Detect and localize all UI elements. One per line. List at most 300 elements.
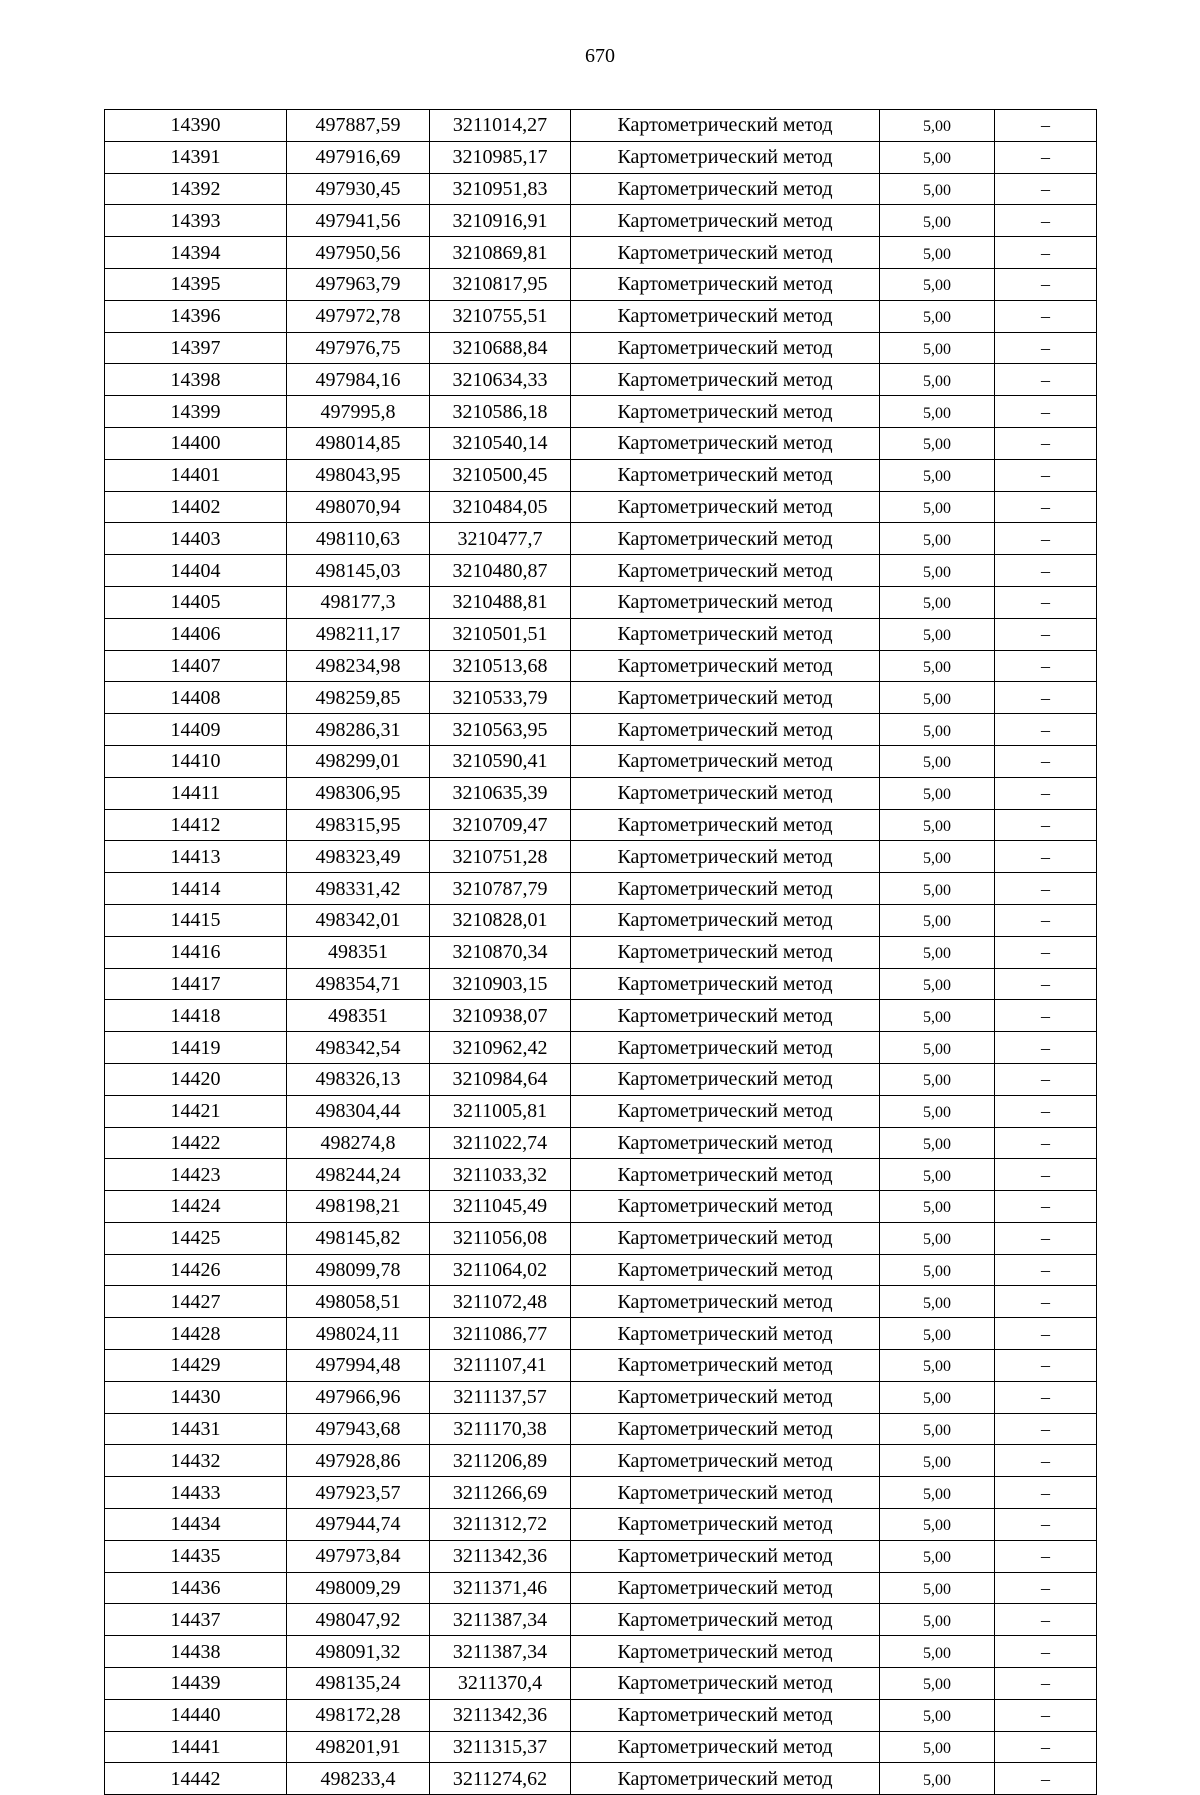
x-coordinate-cell: 498177,3 [287, 586, 430, 618]
method-cell: Картометрический метод [571, 1699, 880, 1731]
point-number-cell: 14435 [105, 1540, 287, 1572]
method-cell: Картометрический метод [571, 1604, 880, 1636]
note-cell: – [995, 1572, 1097, 1604]
point-number-cell: 14414 [105, 873, 287, 905]
y-coordinate-cell: 3210563,95 [430, 714, 571, 746]
y-coordinate-cell: 3211371,46 [430, 1572, 571, 1604]
point-number-cell: 14412 [105, 809, 287, 841]
note-cell: – [995, 777, 1097, 809]
accuracy-cell: 5,00 [880, 300, 995, 332]
x-coordinate-cell: 498043,95 [287, 459, 430, 491]
method-cell: Картометрический метод [571, 1668, 880, 1700]
accuracy-cell: 5,00 [880, 1381, 995, 1413]
point-number-cell: 14427 [105, 1286, 287, 1318]
method-cell: Картометрический метод [571, 777, 880, 809]
point-number-cell: 14395 [105, 268, 287, 300]
y-coordinate-cell: 3210477,7 [430, 523, 571, 555]
accuracy-cell: 5,00 [880, 1763, 995, 1795]
accuracy-cell: 5,00 [880, 1159, 995, 1191]
accuracy-cell: 5,00 [880, 714, 995, 746]
y-coordinate-cell: 3210513,68 [430, 650, 571, 682]
note-cell: – [995, 555, 1097, 587]
note-cell: – [995, 491, 1097, 523]
accuracy-cell: 5,00 [880, 873, 995, 905]
accuracy-cell: 5,00 [880, 1222, 995, 1254]
accuracy-cell: 5,00 [880, 1286, 995, 1318]
method-cell: Картометрический метод [571, 714, 880, 746]
table-row [105, 618, 1097, 650]
note-cell: – [995, 1763, 1097, 1795]
method-cell: Картометрический метод [571, 650, 880, 682]
table-row [105, 873, 1097, 905]
y-coordinate-cell: 3211072,48 [430, 1286, 571, 1318]
method-cell: Картометрический метод [571, 1286, 880, 1318]
point-number-cell: 14391 [105, 141, 287, 173]
y-coordinate-cell: 3210480,87 [430, 555, 571, 587]
method-cell: Картометрический метод [571, 1318, 880, 1350]
note-cell: – [995, 1413, 1097, 1445]
point-number-cell: 14401 [105, 459, 287, 491]
y-coordinate-cell: 3210903,15 [430, 968, 571, 1000]
accuracy-cell: 5,00 [880, 237, 995, 269]
note-cell: – [995, 173, 1097, 205]
note-cell: – [995, 968, 1097, 1000]
method-cell: Картометрический метод [571, 332, 880, 364]
y-coordinate-cell: 3211005,81 [430, 1095, 571, 1127]
point-number-cell: 14390 [105, 110, 287, 142]
accuracy-cell: 5,00 [880, 1540, 995, 1572]
y-coordinate-cell: 3210688,84 [430, 332, 571, 364]
x-coordinate-cell: 498299,01 [287, 745, 430, 777]
accuracy-cell: 5,00 [880, 745, 995, 777]
y-coordinate-cell: 3210916,91 [430, 205, 571, 237]
accuracy-cell: 5,00 [880, 1668, 995, 1700]
y-coordinate-cell: 3210634,33 [430, 364, 571, 396]
x-coordinate-cell: 498099,78 [287, 1254, 430, 1286]
method-cell: Картометрический метод [571, 1572, 880, 1604]
x-coordinate-cell: 497943,68 [287, 1413, 430, 1445]
accuracy-cell: 5,00 [880, 1509, 995, 1541]
point-number-cell: 14438 [105, 1636, 287, 1668]
point-number-cell: 14399 [105, 396, 287, 428]
point-number-cell: 14417 [105, 968, 287, 1000]
x-coordinate-cell: 498304,44 [287, 1095, 430, 1127]
note-cell: – [995, 1000, 1097, 1032]
x-coordinate-cell: 497941,56 [287, 205, 430, 237]
note-cell: – [995, 1604, 1097, 1636]
method-cell: Картометрический метод [571, 110, 880, 142]
table-row [105, 523, 1097, 555]
accuracy-cell: 5,00 [880, 968, 995, 1000]
y-coordinate-cell: 3211206,89 [430, 1445, 571, 1477]
table-row [105, 427, 1097, 459]
table-row [105, 1572, 1097, 1604]
x-coordinate-cell: 498354,71 [287, 968, 430, 1000]
accuracy-cell: 5,00 [880, 1731, 995, 1763]
table-row [105, 1191, 1097, 1223]
y-coordinate-cell: 3210951,83 [430, 173, 571, 205]
accuracy-cell: 5,00 [880, 268, 995, 300]
accuracy-cell: 5,00 [880, 682, 995, 714]
accuracy-cell: 5,00 [880, 1127, 995, 1159]
accuracy-cell: 5,00 [880, 904, 995, 936]
note-cell: – [995, 110, 1097, 142]
point-number-cell: 14415 [105, 904, 287, 936]
accuracy-cell: 5,00 [880, 427, 995, 459]
method-cell: Картометрический метод [571, 459, 880, 491]
accuracy-cell: 5,00 [880, 1254, 995, 1286]
accuracy-cell: 5,00 [880, 1699, 995, 1731]
table-row [105, 1127, 1097, 1159]
method-cell: Картометрический метод [571, 1636, 880, 1668]
x-coordinate-cell: 497994,48 [287, 1350, 430, 1382]
x-coordinate-cell: 497944,74 [287, 1509, 430, 1541]
y-coordinate-cell: 3210533,79 [430, 682, 571, 714]
point-number-cell: 14405 [105, 586, 287, 618]
x-coordinate-cell: 498351 [287, 1000, 430, 1032]
x-coordinate-cell: 498135,24 [287, 1668, 430, 1700]
table-row [105, 1159, 1097, 1191]
coordinates-table-body [105, 110, 1097, 1795]
y-coordinate-cell: 3210828,01 [430, 904, 571, 936]
y-coordinate-cell: 3210938,07 [430, 1000, 571, 1032]
table-row [105, 968, 1097, 1000]
y-coordinate-cell: 3210586,18 [430, 396, 571, 428]
point-number-cell: 14393 [105, 205, 287, 237]
point-number-cell: 14431 [105, 1413, 287, 1445]
point-number-cell: 14406 [105, 618, 287, 650]
method-cell: Картометрический метод [571, 968, 880, 1000]
note-cell: – [995, 332, 1097, 364]
method-cell: Картометрический метод [571, 682, 880, 714]
note-cell: – [995, 1477, 1097, 1509]
y-coordinate-cell: 3210755,51 [430, 300, 571, 332]
method-cell: Картометрический метод [571, 1127, 880, 1159]
method-cell: Картометрический метод [571, 1445, 880, 1477]
y-coordinate-cell: 3210984,64 [430, 1063, 571, 1095]
x-coordinate-cell: 498351 [287, 936, 430, 968]
note-cell: – [995, 141, 1097, 173]
accuracy-cell: 5,00 [880, 523, 995, 555]
table-row [105, 1350, 1097, 1382]
table-row [105, 1731, 1097, 1763]
accuracy-cell: 5,00 [880, 1445, 995, 1477]
x-coordinate-cell: 498145,82 [287, 1222, 430, 1254]
table-row [105, 1477, 1097, 1509]
accuracy-cell: 5,00 [880, 1604, 995, 1636]
y-coordinate-cell: 3211033,32 [430, 1159, 571, 1191]
note-cell: – [995, 1095, 1097, 1127]
method-cell: Картометрический метод [571, 141, 880, 173]
table-row [105, 809, 1097, 841]
accuracy-cell: 5,00 [880, 364, 995, 396]
x-coordinate-cell: 497923,57 [287, 1477, 430, 1509]
point-number-cell: 14404 [105, 555, 287, 587]
method-cell: Картометрический метод [571, 1159, 880, 1191]
table-row [105, 205, 1097, 237]
x-coordinate-cell: 497950,56 [287, 237, 430, 269]
x-coordinate-cell: 498326,13 [287, 1063, 430, 1095]
table-row [105, 1413, 1097, 1445]
x-coordinate-cell: 498201,91 [287, 1731, 430, 1763]
table-row [105, 1222, 1097, 1254]
note-cell: – [995, 1032, 1097, 1064]
accuracy-cell: 5,00 [880, 1063, 995, 1095]
x-coordinate-cell: 498331,42 [287, 873, 430, 905]
y-coordinate-cell: 3211137,57 [430, 1381, 571, 1413]
point-number-cell: 14396 [105, 300, 287, 332]
table-row [105, 714, 1097, 746]
table-row [105, 364, 1097, 396]
point-number-cell: 14397 [105, 332, 287, 364]
y-coordinate-cell: 3210501,51 [430, 618, 571, 650]
method-cell: Картометрический метод [571, 841, 880, 873]
table-row [105, 237, 1097, 269]
y-coordinate-cell: 3210590,41 [430, 745, 571, 777]
table-row [105, 586, 1097, 618]
point-number-cell: 14440 [105, 1699, 287, 1731]
x-coordinate-cell: 497966,96 [287, 1381, 430, 1413]
table-row [105, 491, 1097, 523]
x-coordinate-cell: 498286,31 [287, 714, 430, 746]
point-number-cell: 14407 [105, 650, 287, 682]
accuracy-cell: 5,00 [880, 1191, 995, 1223]
note-cell: – [995, 1668, 1097, 1700]
method-cell: Картометрический метод [571, 173, 880, 205]
point-number-cell: 14429 [105, 1350, 287, 1382]
accuracy-cell: 5,00 [880, 841, 995, 873]
accuracy-cell: 5,00 [880, 205, 995, 237]
table-row [105, 777, 1097, 809]
note-cell: – [995, 427, 1097, 459]
accuracy-cell: 5,00 [880, 809, 995, 841]
point-number-cell: 14422 [105, 1127, 287, 1159]
method-cell: Картометрический метод [571, 1095, 880, 1127]
point-number-cell: 14421 [105, 1095, 287, 1127]
note-cell: – [995, 1191, 1097, 1223]
x-coordinate-cell: 498009,29 [287, 1572, 430, 1604]
coordinates-table [104, 109, 1097, 1795]
x-coordinate-cell: 498234,98 [287, 650, 430, 682]
accuracy-cell: 5,00 [880, 1095, 995, 1127]
y-coordinate-cell: 3211170,38 [430, 1413, 571, 1445]
y-coordinate-cell: 3210787,79 [430, 873, 571, 905]
y-coordinate-cell: 3211266,69 [430, 1477, 571, 1509]
table-row [105, 173, 1097, 205]
method-cell: Картометрический метод [571, 237, 880, 269]
x-coordinate-cell: 498342,54 [287, 1032, 430, 1064]
accuracy-cell: 5,00 [880, 173, 995, 205]
method-cell: Картометрический метод [571, 205, 880, 237]
note-cell: – [995, 268, 1097, 300]
y-coordinate-cell: 3210484,05 [430, 491, 571, 523]
note-cell: – [995, 682, 1097, 714]
note-cell: – [995, 1636, 1097, 1668]
point-number-cell: 14436 [105, 1572, 287, 1604]
note-cell: – [995, 1222, 1097, 1254]
note-cell: – [995, 809, 1097, 841]
note-cell: – [995, 586, 1097, 618]
method-cell: Картометрический метод [571, 396, 880, 428]
point-number-cell: 14416 [105, 936, 287, 968]
x-coordinate-cell: 498244,24 [287, 1159, 430, 1191]
table-row [105, 1032, 1097, 1064]
point-number-cell: 14428 [105, 1318, 287, 1350]
y-coordinate-cell: 3211022,74 [430, 1127, 571, 1159]
y-coordinate-cell: 3211056,08 [430, 1222, 571, 1254]
method-cell: Картометрический метод [571, 1222, 880, 1254]
note-cell: – [995, 459, 1097, 491]
y-coordinate-cell: 3211370,4 [430, 1668, 571, 1700]
accuracy-cell: 5,00 [880, 332, 995, 364]
table-row [105, 555, 1097, 587]
note-cell: – [995, 396, 1097, 428]
point-number-cell: 14411 [105, 777, 287, 809]
accuracy-cell: 5,00 [880, 459, 995, 491]
x-coordinate-cell: 497976,75 [287, 332, 430, 364]
y-coordinate-cell: 3211387,34 [430, 1636, 571, 1668]
point-number-cell: 14426 [105, 1254, 287, 1286]
accuracy-cell: 5,00 [880, 491, 995, 523]
method-cell: Картометрический метод [571, 1063, 880, 1095]
note-cell: – [995, 237, 1097, 269]
table-row [105, 936, 1097, 968]
x-coordinate-cell: 497963,79 [287, 268, 430, 300]
page-number: 670 [585, 45, 615, 67]
table-row [105, 1540, 1097, 1572]
accuracy-cell: 5,00 [880, 1000, 995, 1032]
table-row [105, 1254, 1097, 1286]
point-number-cell: 14394 [105, 237, 287, 269]
x-coordinate-cell: 498315,95 [287, 809, 430, 841]
y-coordinate-cell: 3211064,02 [430, 1254, 571, 1286]
y-coordinate-cell: 3210985,17 [430, 141, 571, 173]
y-coordinate-cell: 3211086,77 [430, 1318, 571, 1350]
point-number-cell: 14398 [105, 364, 287, 396]
accuracy-cell: 5,00 [880, 936, 995, 968]
method-cell: Картометрический метод [571, 1413, 880, 1445]
note-cell: – [995, 1509, 1097, 1541]
x-coordinate-cell: 498091,32 [287, 1636, 430, 1668]
x-coordinate-cell: 498233,4 [287, 1763, 430, 1795]
note-cell: – [995, 523, 1097, 555]
x-coordinate-cell: 497916,69 [287, 141, 430, 173]
note-cell: – [995, 936, 1097, 968]
point-number-cell: 14432 [105, 1445, 287, 1477]
note-cell: – [995, 1445, 1097, 1477]
accuracy-cell: 5,00 [880, 141, 995, 173]
x-coordinate-cell: 498274,8 [287, 1127, 430, 1159]
x-coordinate-cell: 498014,85 [287, 427, 430, 459]
table-row [105, 1286, 1097, 1318]
table-row [105, 1636, 1097, 1668]
y-coordinate-cell: 3210488,81 [430, 586, 571, 618]
table-row [105, 1063, 1097, 1095]
note-cell: – [995, 1699, 1097, 1731]
note-cell: – [995, 1350, 1097, 1382]
note-cell: – [995, 1381, 1097, 1413]
table-row [105, 745, 1097, 777]
note-cell: – [995, 364, 1097, 396]
accuracy-cell: 5,00 [880, 1477, 995, 1509]
point-number-cell: 14442 [105, 1763, 287, 1795]
point-number-cell: 14433 [105, 1477, 287, 1509]
point-number-cell: 14424 [105, 1191, 287, 1223]
point-number-cell: 14400 [105, 427, 287, 459]
table-row [105, 268, 1097, 300]
x-coordinate-cell: 498047,92 [287, 1604, 430, 1636]
y-coordinate-cell: 3210540,14 [430, 427, 571, 459]
method-cell: Картометрический метод [571, 1509, 880, 1541]
y-coordinate-cell: 3210709,47 [430, 809, 571, 841]
note-cell: – [995, 1159, 1097, 1191]
point-number-cell: 14418 [105, 1000, 287, 1032]
method-cell: Картометрический метод [571, 809, 880, 841]
y-coordinate-cell: 3211342,36 [430, 1540, 571, 1572]
method-cell: Картометрический метод [571, 1254, 880, 1286]
point-number-cell: 14420 [105, 1063, 287, 1095]
point-number-cell: 14439 [105, 1668, 287, 1700]
note-cell: – [995, 205, 1097, 237]
point-number-cell: 14403 [105, 523, 287, 555]
table-row [105, 682, 1097, 714]
method-cell: Картометрический метод [571, 1477, 880, 1509]
x-coordinate-cell: 497887,59 [287, 110, 430, 142]
point-number-cell: 14413 [105, 841, 287, 873]
accuracy-cell: 5,00 [880, 1318, 995, 1350]
x-coordinate-cell: 497930,45 [287, 173, 430, 205]
note-cell: – [995, 1318, 1097, 1350]
method-cell: Картометрический метод [571, 1032, 880, 1064]
table-row [105, 1668, 1097, 1700]
method-cell: Картометрический метод [571, 1540, 880, 1572]
x-coordinate-cell: 497972,78 [287, 300, 430, 332]
y-coordinate-cell: 3210962,42 [430, 1032, 571, 1064]
table-row [105, 1763, 1097, 1795]
y-coordinate-cell: 3211315,37 [430, 1731, 571, 1763]
x-coordinate-cell: 497995,8 [287, 396, 430, 428]
table-row [105, 1509, 1097, 1541]
note-cell: – [995, 618, 1097, 650]
method-cell: Картометрический метод [571, 1381, 880, 1413]
method-cell: Картометрический метод [571, 1350, 880, 1382]
method-cell: Картометрический метод [571, 1731, 880, 1763]
accuracy-cell: 5,00 [880, 396, 995, 428]
x-coordinate-cell: 498058,51 [287, 1286, 430, 1318]
accuracy-cell: 5,00 [880, 586, 995, 618]
y-coordinate-cell: 3211014,27 [430, 110, 571, 142]
table-row [105, 841, 1097, 873]
table-row [105, 110, 1097, 142]
x-coordinate-cell: 498342,01 [287, 904, 430, 936]
note-cell: – [995, 1127, 1097, 1159]
x-coordinate-cell: 498024,11 [287, 1318, 430, 1350]
x-coordinate-cell: 497928,86 [287, 1445, 430, 1477]
note-cell: – [995, 873, 1097, 905]
note-cell: – [995, 1254, 1097, 1286]
table-row [105, 459, 1097, 491]
note-cell: – [995, 300, 1097, 332]
method-cell: Картометрический метод [571, 364, 880, 396]
table-row [105, 1000, 1097, 1032]
method-cell: Картометрический метод [571, 745, 880, 777]
method-cell: Картометрический метод [571, 618, 880, 650]
note-cell: – [995, 1063, 1097, 1095]
note-cell: – [995, 1731, 1097, 1763]
y-coordinate-cell: 3211107,41 [430, 1350, 571, 1382]
note-cell: – [995, 650, 1097, 682]
x-coordinate-cell: 498211,17 [287, 618, 430, 650]
